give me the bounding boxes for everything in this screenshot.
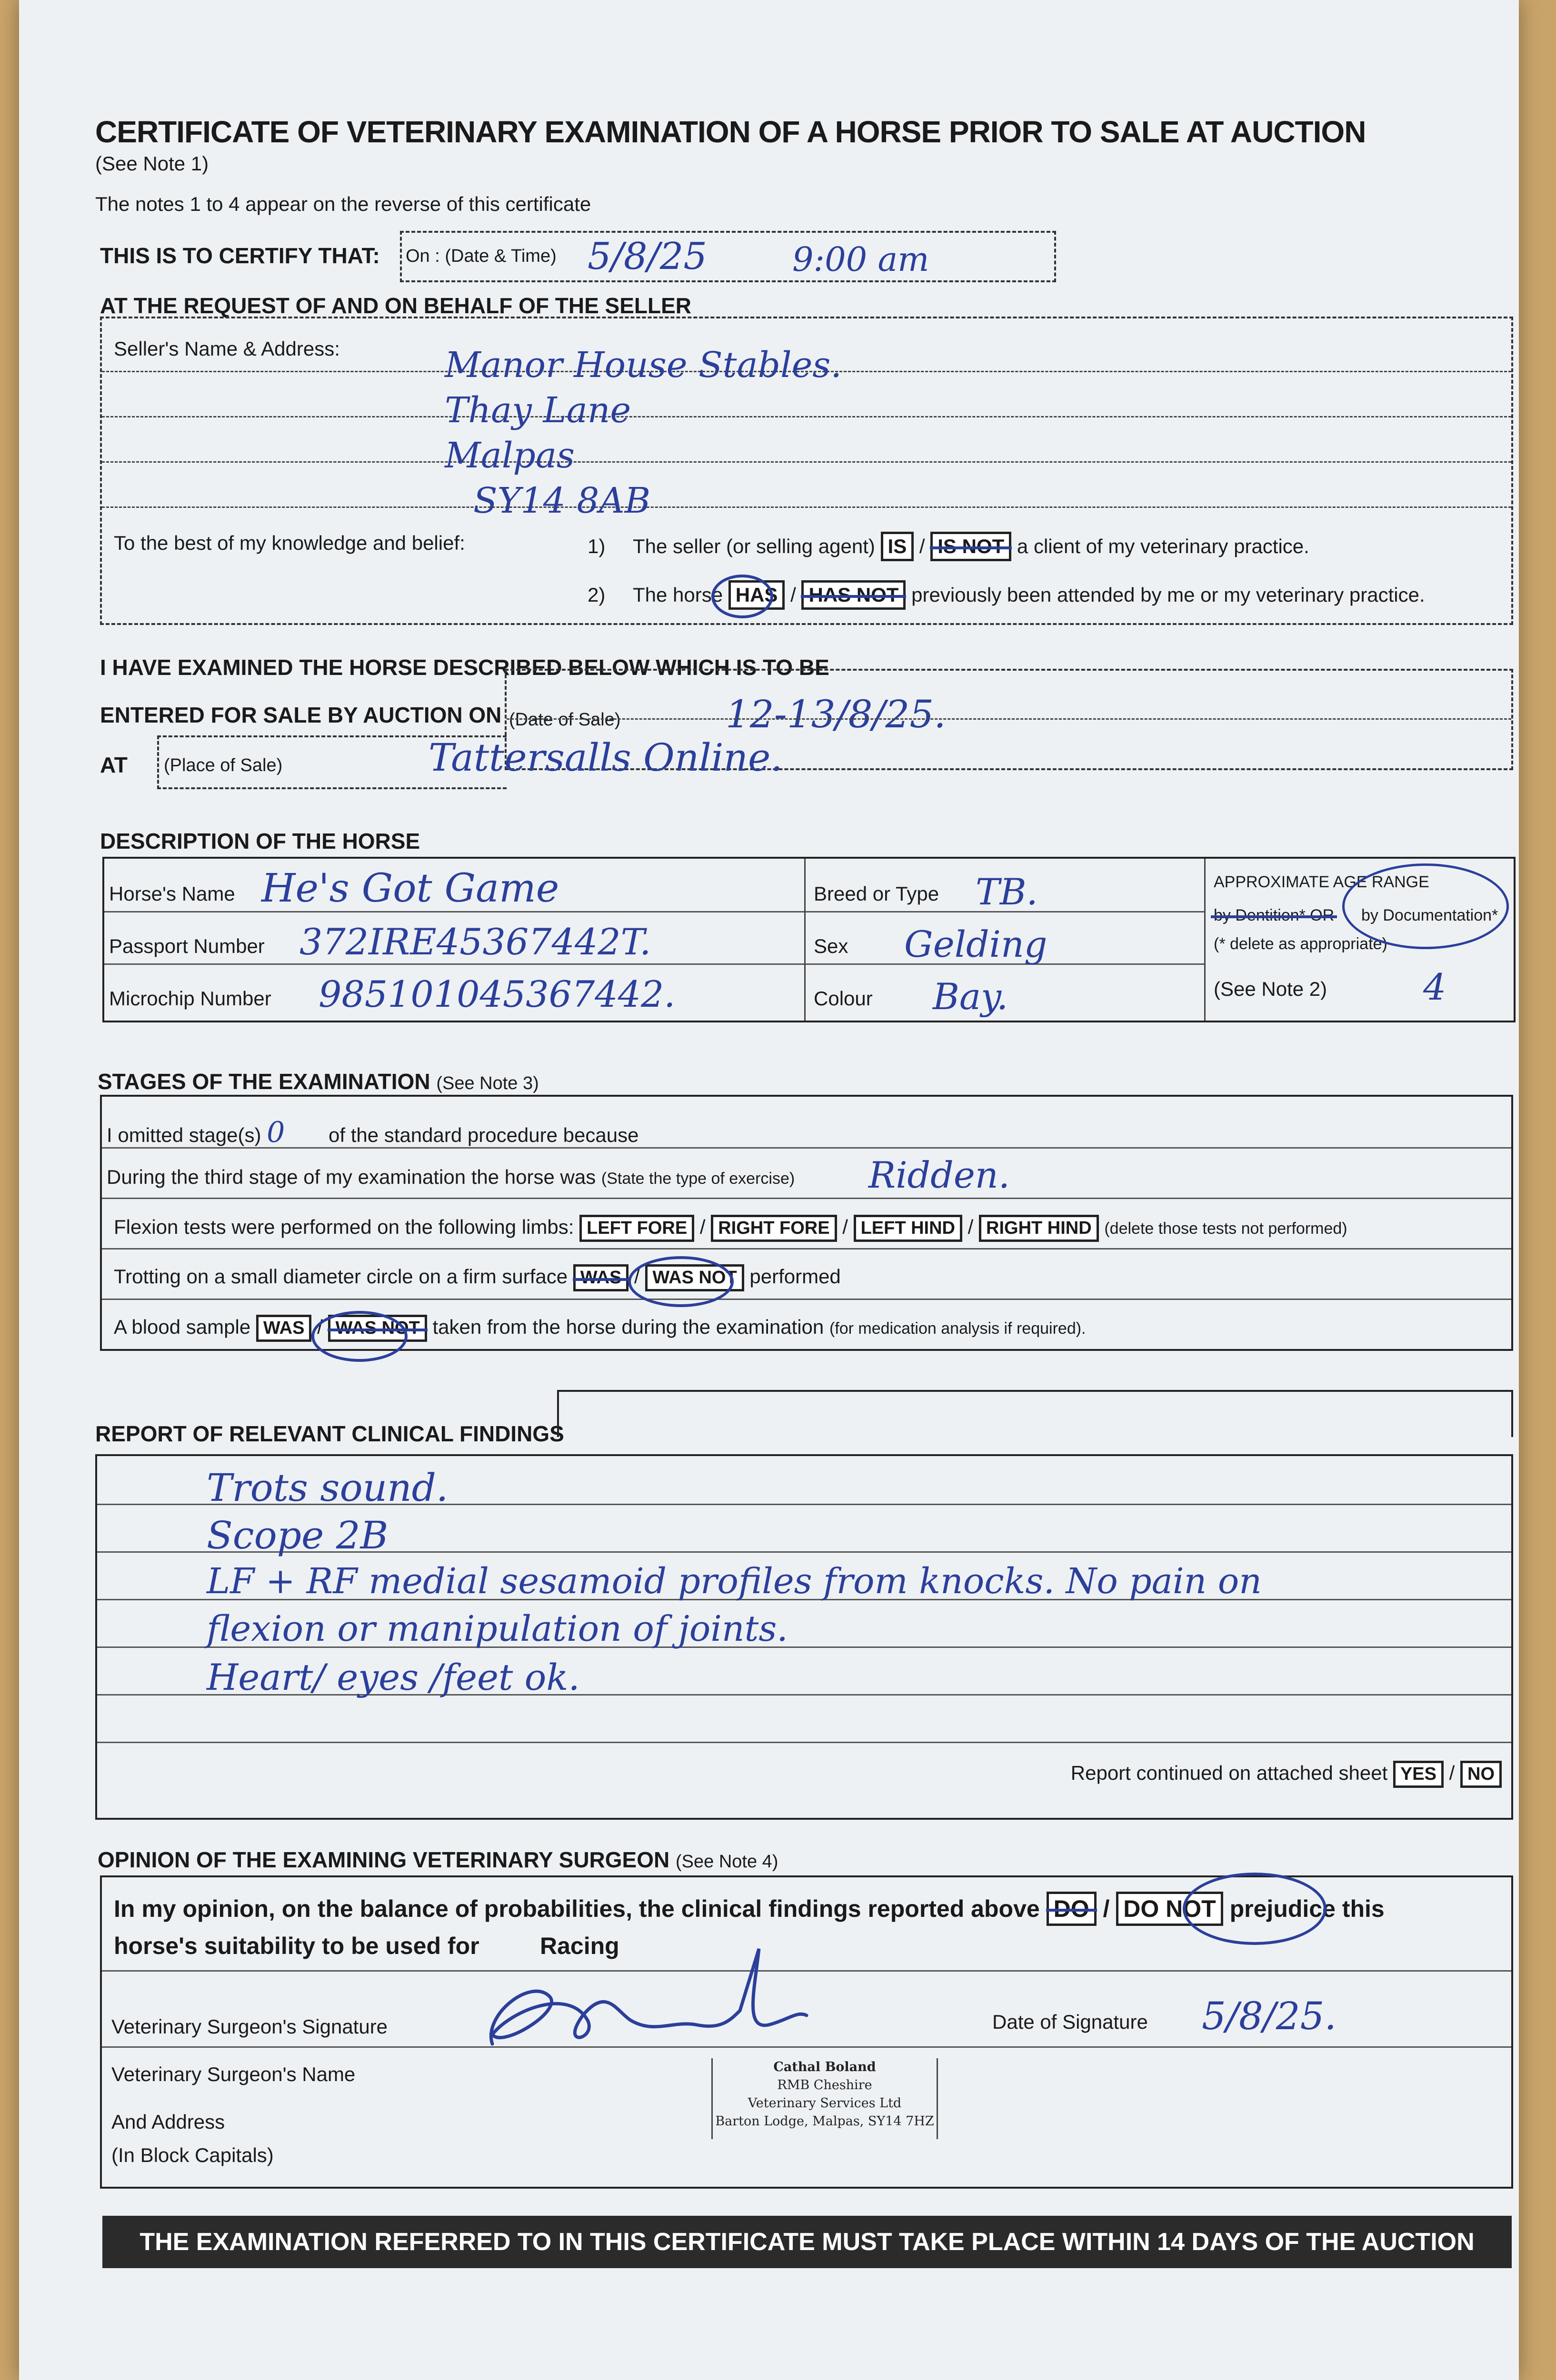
passport-label: Passport Number — [109, 935, 265, 957]
exercise-type-value: Ridden. — [868, 1154, 1010, 1196]
on-date-time-label: On : (Date & Time) — [406, 246, 557, 266]
horse-description-table — [102, 857, 1516, 1022]
opinion-note: (See Note 4) — [676, 1852, 778, 1872]
blood-sample-row: A blood sample WAS / WAS NOT taken from the horse during the examination (for medication analysis if required). — [114, 1315, 1086, 1342]
description-heading: DESCRIPTION OF THE HORSE — [100, 829, 420, 853]
microchip-value: 985101045367442. — [319, 973, 676, 1015]
date-of-signature-value: 5/8/25. — [1202, 1994, 1337, 2038]
slash: / — [919, 535, 925, 557]
statement-2-text: The horse — [632, 584, 723, 606]
third-stage-row — [107, 1166, 795, 1189]
finding-line-2: Scope 2B — [207, 1513, 389, 1557]
trotting-label: Trotting on a small diameter circle on a firm surface — [114, 1265, 568, 1288]
trot-was-not-option[interactable]: WAS NOT — [645, 1264, 744, 1291]
suitability-value: Racing — [540, 1933, 619, 1959]
left-fore-option[interactable]: LEFT FORE — [579, 1215, 694, 1242]
opinion-heading — [98, 1847, 778, 1873]
surgeon-name-label: Veterinary Surgeon's Name — [111, 2063, 356, 2085]
blood-was-not-option[interactable]: WAS NOT — [328, 1315, 427, 1342]
age-by-dentition-option[interactable]: by Dentition* OR — [1214, 906, 1335, 924]
stamp-line-4: Barton Lodge, Malpas, SY14 7HZ — [715, 2114, 934, 2129]
trotting-row: Trotting on a small diameter circle on a firm surface WAS / WAS NOT performed — [114, 1264, 841, 1291]
statement-1-text: The seller (or selling agent) — [632, 535, 875, 557]
place-of-sale-value: Tattersalls Online. — [429, 735, 783, 780]
right-fore-option[interactable]: RIGHT FORE — [711, 1215, 837, 1242]
opinion-text: In my opinion, on the balance of probabilities, the clinical findings reported above — [114, 1895, 1040, 1922]
report-findings-area[interactable] — [95, 1454, 1513, 1820]
opinion-section — [100, 1875, 1513, 2189]
exam-time-value: 9:00 am — [792, 240, 929, 279]
breed-label: Breed or Type — [814, 883, 939, 905]
date-of-signature-label: Date of Signature — [992, 2011, 1148, 2033]
footer-banner: THE EXAMINATION REFERRED TO IN THIS CERTIFICATE MUST TAKE PLACE WITHIN 14 DAYS OF THE AUCTION — [102, 2216, 1512, 2268]
trot-was-option[interactable]: WAS — [573, 1264, 629, 1291]
blood-was-option[interactable]: WAS — [256, 1315, 312, 1342]
stages-heading-text: STAGES OF THE EXAMINATION — [98, 1069, 430, 1094]
trot-was-not-circle-mark — [628, 1256, 734, 1307]
do-not-circle-mark — [1183, 1873, 1327, 1945]
stages-table — [100, 1095, 1513, 1351]
opinion-do-not-option[interactable]: DO NOT — [1116, 1892, 1223, 1926]
seller-address-line-1: Manor House Stables. — [445, 345, 842, 386]
sale-heading-1: I HAVE EXAMINED THE HORSE DESCRIBED BELOW WHICH IS TO BE — [100, 655, 829, 680]
report-continued-label: Report continued on attached sheet — [1070, 1762, 1388, 1784]
see-note-1: (See Note 1) — [95, 152, 209, 175]
stamp-line-2: RMB Cheshire — [777, 2078, 872, 2092]
opinion-text-tail: prejudice this — [1229, 1895, 1385, 1922]
statement-1-tail: a client of my veterinary practice. — [1017, 535, 1309, 557]
colour-label: Colour — [814, 987, 873, 1010]
horse-name-value: He's Got Game — [261, 866, 559, 911]
blood-sample-label: A blood sample — [114, 1316, 251, 1338]
age-by-documentation-option[interactable]: by Documentation* — [1361, 906, 1498, 924]
flexion-label: Flexion tests were performed on the following limbs: — [114, 1216, 574, 1238]
sex-label: Sex — [814, 935, 848, 957]
omitted-label: I omitted stage(s) — [107, 1124, 261, 1146]
trotting-tail: performed — [749, 1265, 841, 1288]
passport-value: 372IRE45367442T. — [299, 921, 651, 963]
stages-heading — [98, 1069, 539, 1094]
finding-line-3: LF + RF medial sesamoid profiles from knocks. No pain on — [207, 1561, 1262, 1602]
omitted-stages-row — [107, 1116, 638, 1149]
report-continued-row: Report continued on attached sheet YES / NO — [1071, 1761, 1502, 1788]
opinion-statement: In my opinion, on the balance of probabilities, the clinical findings reported above DO / DO NOT prejudice this — [114, 1892, 1385, 1926]
continued-yes-option[interactable]: YES — [1393, 1761, 1444, 1788]
seller-address-line-2: Thay Lane — [445, 390, 631, 431]
report-heading: REPORT OF RELEVANT CLINICAL FINDINGS — [95, 1421, 564, 1446]
continued-no-option[interactable]: NO — [1460, 1761, 1502, 1788]
signature-mark — [473, 1939, 873, 2063]
surgeon-address-label: And Address — [111, 2111, 225, 2133]
suitability-label: horse's suitability to be used for — [114, 1933, 479, 1959]
age-delete-note: (* delete as appropriate) — [1214, 935, 1387, 953]
date-of-sale-label: (Date of Sale) — [509, 710, 621, 730]
seller-label: Seller's Name & Address: — [114, 337, 340, 360]
certify-label: THIS IS TO CERTIFY THAT: — [100, 243, 380, 268]
statement-1 — [588, 532, 1309, 561]
sale-heading-2: ENTERED FOR SALE BY AUCTION ON — [100, 703, 502, 727]
block-capitals-label: (In Block Capitals) — [111, 2144, 274, 2166]
seller-address-line-4: SY14 8AB — [473, 480, 651, 521]
seller-is-not-option[interactable]: IS NOT — [930, 532, 1011, 561]
opinion-do-option[interactable]: DO — [1047, 1892, 1097, 1926]
certificate-page — [19, 0, 1519, 2380]
date-of-sale-value: 12-13/8/25. — [726, 692, 946, 736]
stamp-line-3: Veterinary Services Ltd — [748, 2096, 902, 2111]
at-label: AT — [100, 753, 128, 777]
breed-value: TB. — [976, 871, 1038, 913]
colour-value: Bay. — [933, 975, 1008, 1018]
flexion-row: Flexion tests were performed on the following limbs: LEFT FORE / RIGHT FORE / LEFT HIND / RIGHT HIND (delete those tests not performed) — [114, 1215, 1347, 1242]
opinion-heading-text: OPINION OF THE EXAMINING VETERINARY SURGEON — [98, 1847, 670, 1872]
age-range-heading: APPROXIMATE AGE RANGE — [1214, 873, 1429, 891]
age-value: 4 — [1423, 966, 1446, 1008]
horse-name-label: Horse's Name — [109, 883, 235, 905]
blood-sample-note: (for medication analysis if required). — [829, 1319, 1086, 1338]
sex-value: Gelding — [904, 923, 1047, 965]
flexion-note: (delete those tests not performed) — [1104, 1220, 1347, 1238]
certificate-title: CERTIFICATE OF VETERINARY EXAMINATION OF A HORSE PRIOR TO SALE AT AUCTION — [95, 115, 1366, 149]
notes-line: The notes 1 to 4 appear on the reverse of this certificate — [95, 193, 591, 215]
statement-2-tail: previously been attended by me or my veterinary practice. — [911, 584, 1425, 606]
finding-line-5: Heart/ eyes /feet ok. — [207, 1656, 580, 1698]
statement-2-number: 2) — [588, 584, 606, 606]
request-heading: AT THE REQUEST OF AND ON BEHALF OF THE SELLER — [100, 293, 691, 318]
omitted-reason-label: of the standard procedure because — [329, 1124, 639, 1146]
seller-section — [100, 317, 1513, 625]
documentation-circle-mark — [1342, 863, 1509, 949]
third-stage-note: (State the type of exercise) — [601, 1170, 795, 1188]
seller-address-line-3: Malpas — [445, 435, 575, 476]
place-of-sale-label: (Place of Sale) — [164, 755, 283, 775]
microchip-label: Microchip Number — [109, 987, 271, 1010]
omitted-value: 0 — [267, 1116, 285, 1149]
exam-date-value: 5/8/25 — [588, 235, 708, 278]
left-hind-option[interactable]: LEFT HIND — [854, 1215, 962, 1242]
stamp-line-1: Cathal Boland — [773, 2060, 876, 2074]
finding-line-4: flexion or manipulation of joints. — [207, 1608, 788, 1649]
vet-practice-stamp — [711, 2058, 938, 2139]
stages-note: (See Note 3) — [436, 1073, 539, 1093]
slash: / — [790, 584, 796, 606]
horse-has-not-option[interactable]: HAS NOT — [801, 580, 906, 610]
age-see-note-2: (See Note 2) — [1214, 978, 1327, 1000]
signature-label: Veterinary Surgeon's Signature — [111, 2015, 388, 2038]
right-hind-option[interactable]: RIGHT HIND — [979, 1215, 1099, 1242]
knowledge-label: To the best of my knowledge and belief: — [114, 532, 465, 554]
report-heading-box — [557, 1390, 1513, 1437]
has-circle-mark — [711, 575, 773, 618]
blood-was-circle-mark — [311, 1311, 408, 1362]
third-stage-label: During the third stage of my examination the horse was — [107, 1166, 596, 1188]
finding-line-1: Trots sound. — [207, 1466, 449, 1510]
date-time-field[interactable] — [400, 231, 1056, 282]
horse-has-option[interactable]: HAS — [728, 580, 785, 610]
seller-is-option[interactable]: IS — [881, 532, 914, 561]
statement-1-number: 1) — [588, 535, 606, 557]
blood-sample-tail: taken from the horse during the examination — [432, 1316, 824, 1338]
